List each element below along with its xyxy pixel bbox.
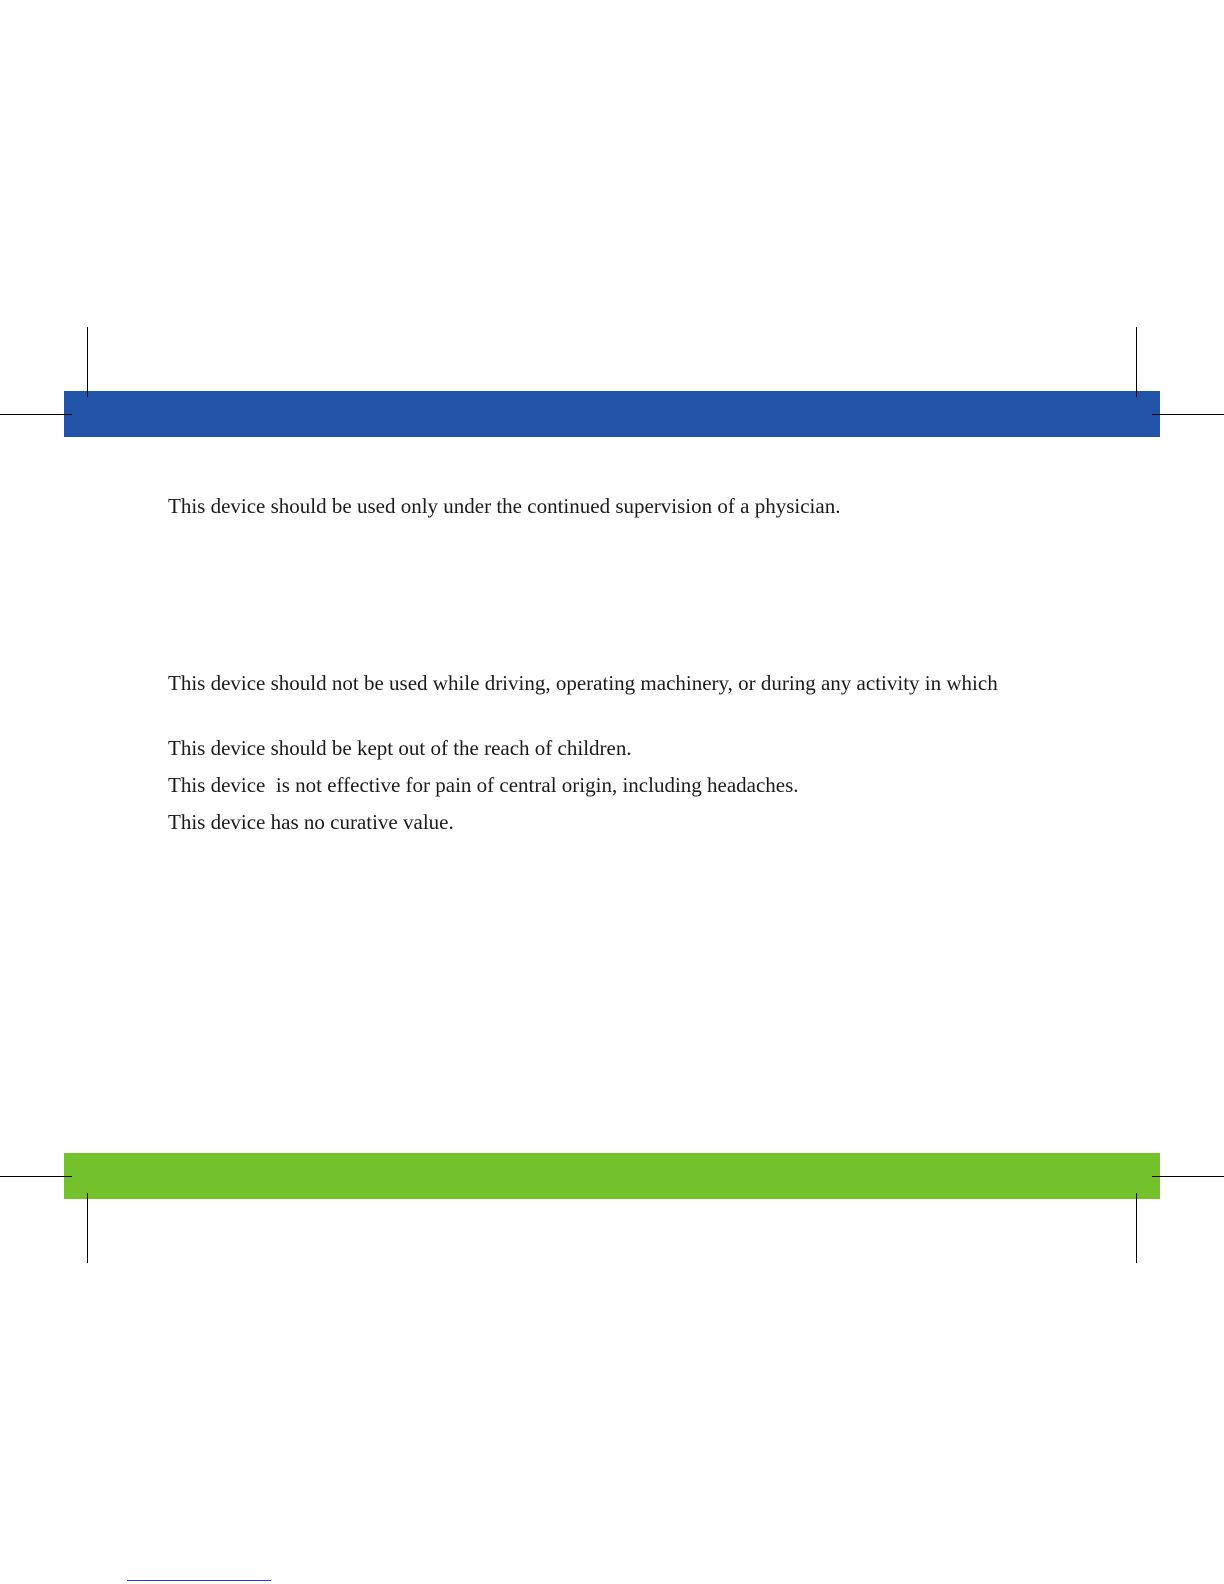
crop-mark-bottom-left-horizontal [0,1176,72,1177]
top-color-band [64,391,1160,437]
crop-mark-top-right-horizontal [1152,414,1224,415]
crop-mark-top-left-vertical [87,327,88,397]
crop-mark-bottom-left-vertical [87,1193,88,1263]
crop-mark-bottom-right-horizontal [1152,1176,1224,1177]
warning-no-curative-value: This device has no curative value. [168,810,454,834]
warning-central-pain: This device is not effective for pain of central origin, including headaches. [168,773,799,797]
warning-children: This device should be kept out of the reach of children. [168,736,632,760]
crop-mark-bottom-right-vertical [1136,1193,1137,1263]
bottom-color-band [64,1153,1160,1199]
footer-rule [127,1580,271,1581]
crop-mark-top-right-vertical [1136,327,1137,397]
crop-mark-top-left-horizontal [0,414,72,415]
warning-driving: This device should not be used while driving, operating machinery, or during any activity in which [168,671,998,695]
warning-supervision: This device should be used only under the continued supervision of a physician. [168,494,841,518]
